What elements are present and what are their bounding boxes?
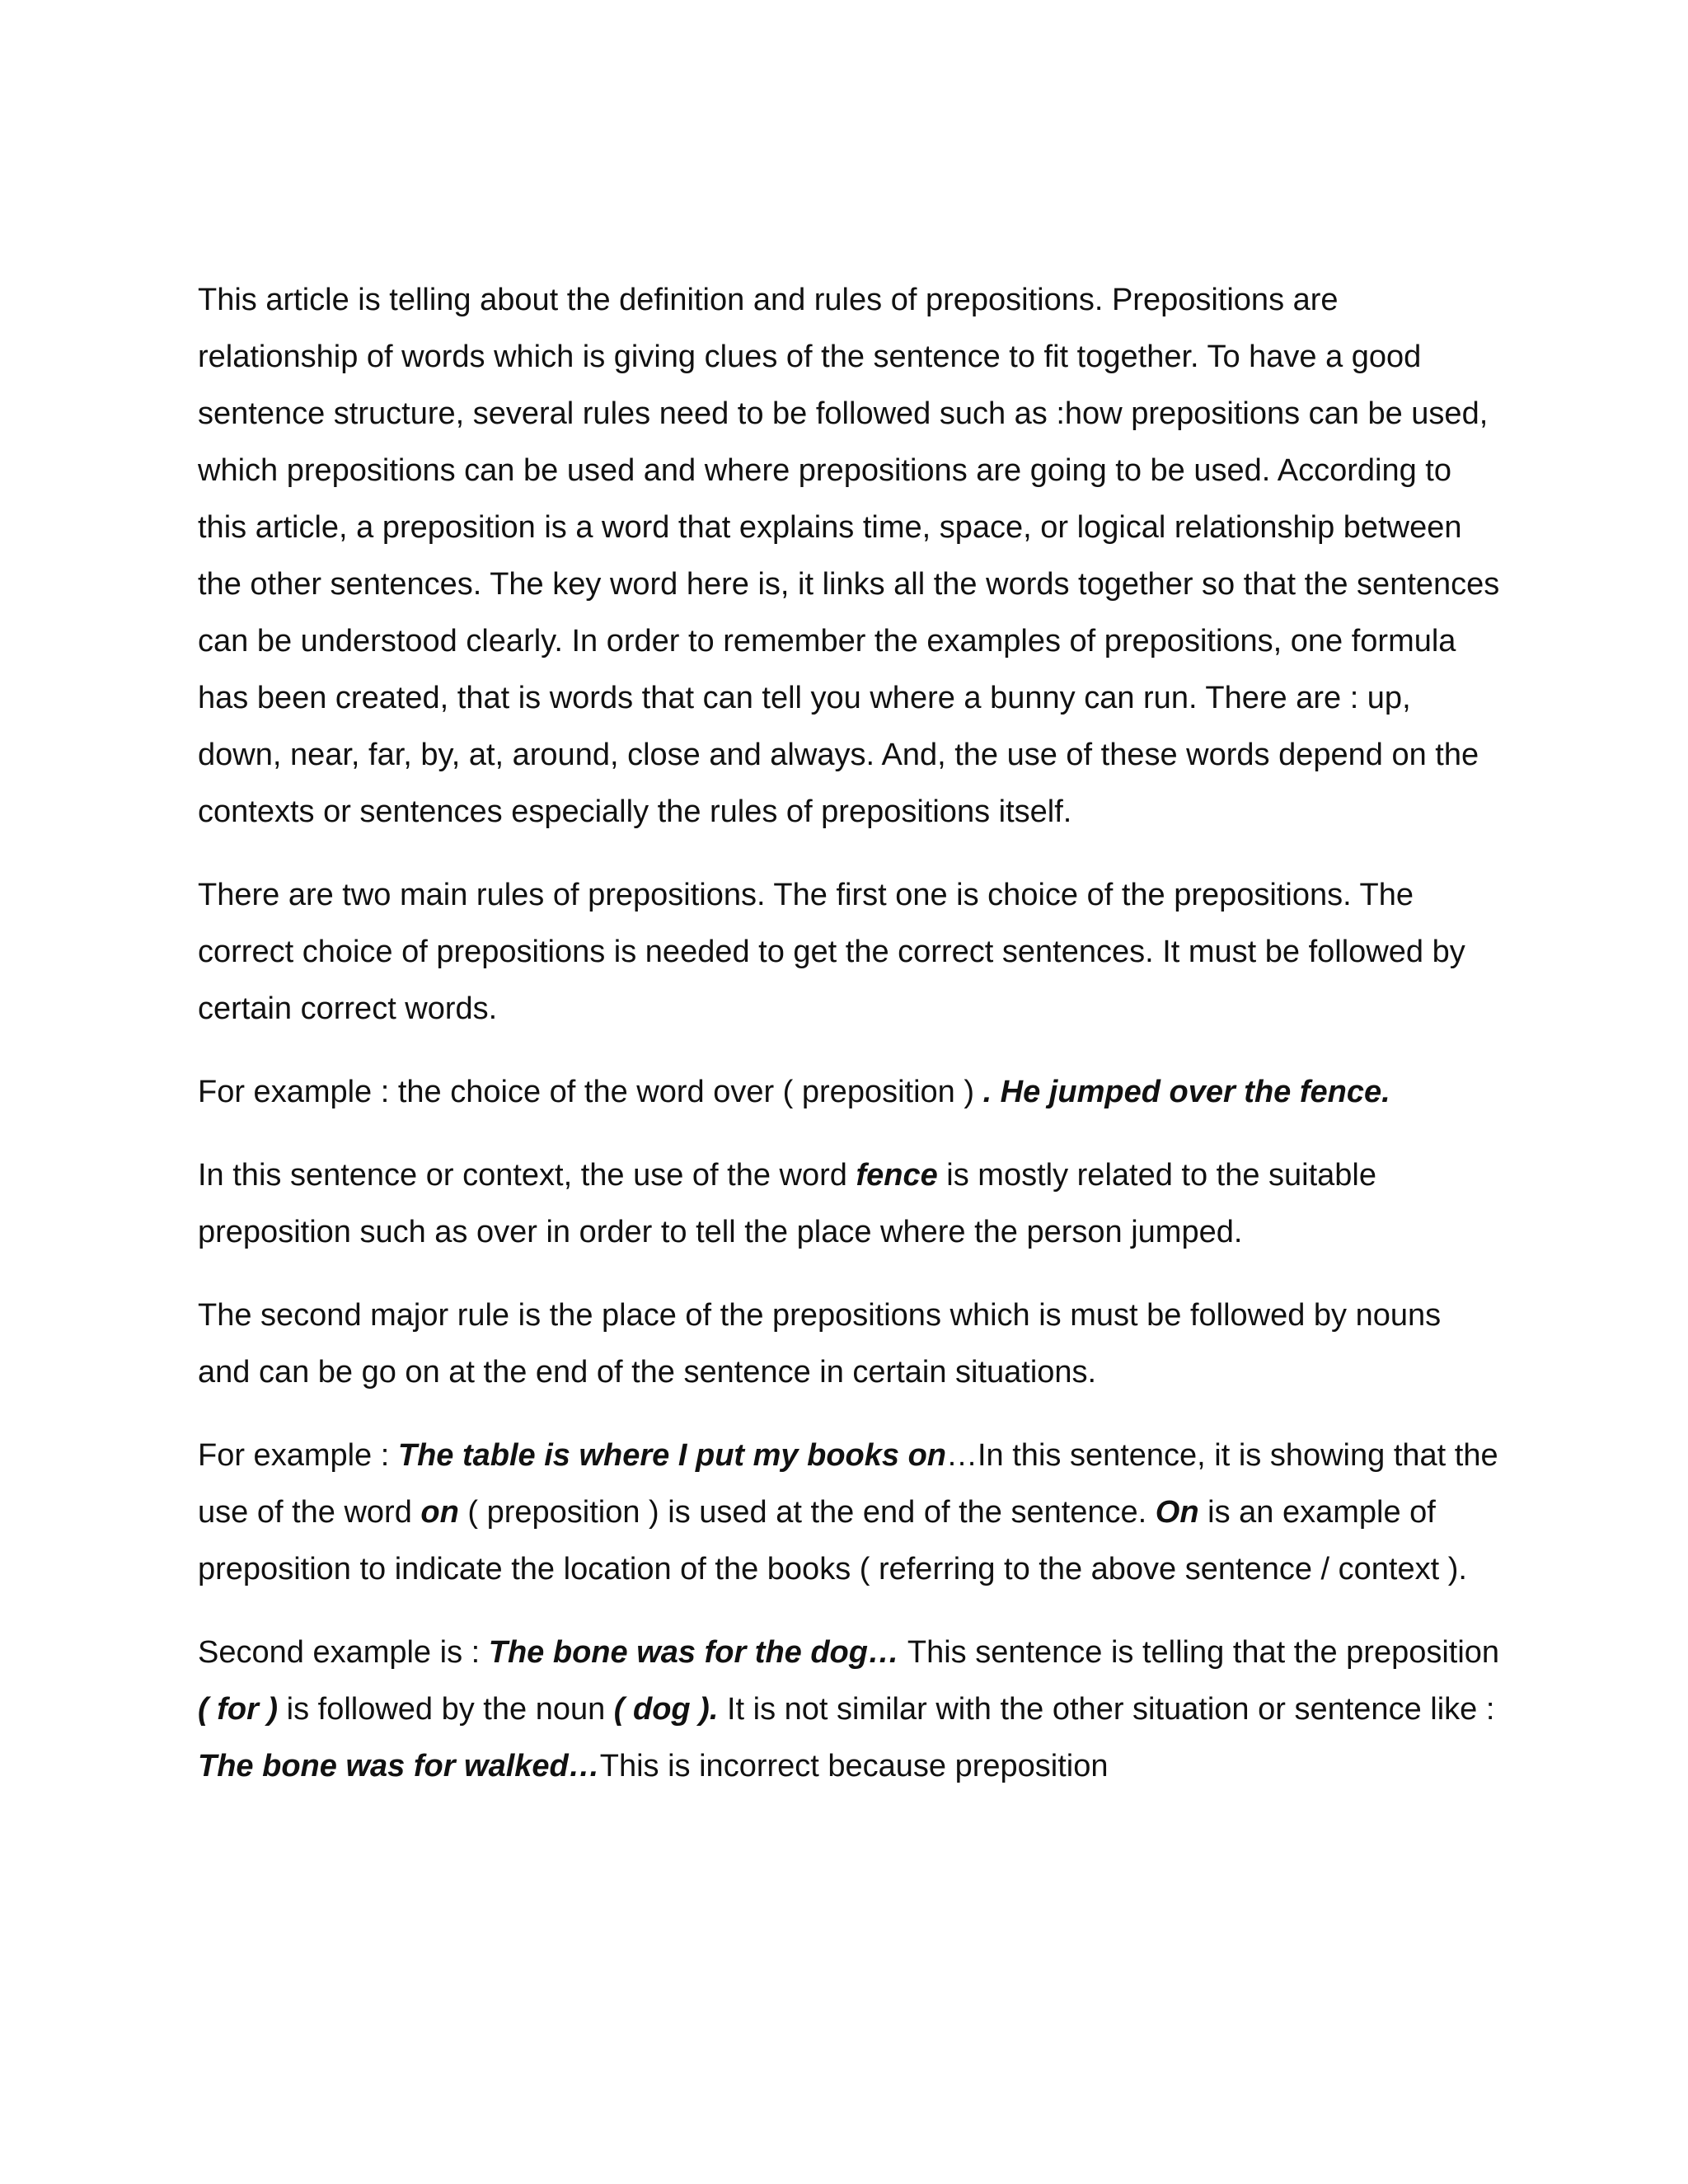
paragraph-example-on — [198, 1427, 1500, 1598]
example-for-sentence: The bone was for the dog… — [488, 1635, 899, 1670]
paragraph-second-rule-text: The second major rule is the place of the prepositions which is must be followed by nouns and can be go on at the end of the sentence in certain situations. — [198, 1298, 1442, 1390]
paragraph-example-for — [198, 1624, 1500, 1795]
document-body — [198, 272, 1500, 1821]
example-for-rest: This is incorrect because preposition — [599, 1749, 1109, 1783]
example-on-mid: …In this sentence, it is showing that the use of the word — [198, 1438, 1498, 1530]
paragraph-intro-text: This article is telling about the definition and rules of prepositions. Prepositions are relationship of words which is giving clues of the sentence to fit together. To have a good sentence structure, several rules need to be followed such as :how prepositions can be used, which prepositions can be used and where prepositions are going to be used. According to this article, a preposition is a word that explains time, space, or logical relationship between the other sentences. The key word here is, it links all the words together so that the sentences can be understood clearly. In order to remember the examples of prepositions, one formula has been created, that is words that can tell you where a bunny can run. There are : up, down, near, far, by, at, around, close and always. And, the use of these words depend on the contexts or sentences especially the rules of prepositions itself. — [198, 283, 1500, 829]
example-for-lead: Second example is : — [198, 1635, 489, 1670]
fence-explanation-lead: In this sentence or context, the use of the word — [198, 1158, 856, 1193]
example-for-mid3: It is not similar with the other situation or sentence like : — [718, 1692, 1495, 1727]
paragraph-fence-explanation — [198, 1147, 1500, 1261]
paragraph-example-over — [198, 1064, 1500, 1121]
paragraph-main-rules-text: There are two main rules of prepositions. The first one is choice of the prepositions. The correct choice of prepositions is needed to get the correct sentences. It must be followed by certain correct words. — [198, 878, 1465, 1026]
example-for-mid2: is followed by the noun — [278, 1692, 614, 1727]
example-over-sentence: . He jumped over the fence. — [982, 1075, 1390, 1109]
example-on-rest: is an example of preposition to indicate the location of the books ( referring to the above sentence / context ). — [198, 1495, 1467, 1586]
example-for-mid: This sentence is telling that the preposition — [898, 1635, 1500, 1670]
dog-word: ( dog ). — [613, 1692, 719, 1727]
paragraph-main-rules — [198, 867, 1500, 1038]
on-word: on — [420, 1495, 459, 1530]
fence-explanation-rest: is mostly related to the suitable preposition such as over in order to tell the place where the person jumped. — [198, 1158, 1377, 1249]
for-word: ( for ) — [198, 1692, 279, 1727]
example-on-mid2: ( preposition ) is used at the end of the sentence. — [458, 1495, 1156, 1530]
incorrect-sentence: The bone was for walked… — [198, 1749, 600, 1783]
on-word-capital: On — [1155, 1495, 1199, 1530]
paragraph-intro — [198, 272, 1500, 841]
example-on-lead: For example : — [198, 1438, 398, 1473]
example-on-sentence: The table is where I put my books on — [397, 1438, 946, 1473]
fence-word: fence — [856, 1158, 938, 1193]
example-over-lead: For example : the choice of the word over ( preposition ) — [198, 1075, 983, 1109]
paragraph-second-rule — [198, 1287, 1500, 1401]
